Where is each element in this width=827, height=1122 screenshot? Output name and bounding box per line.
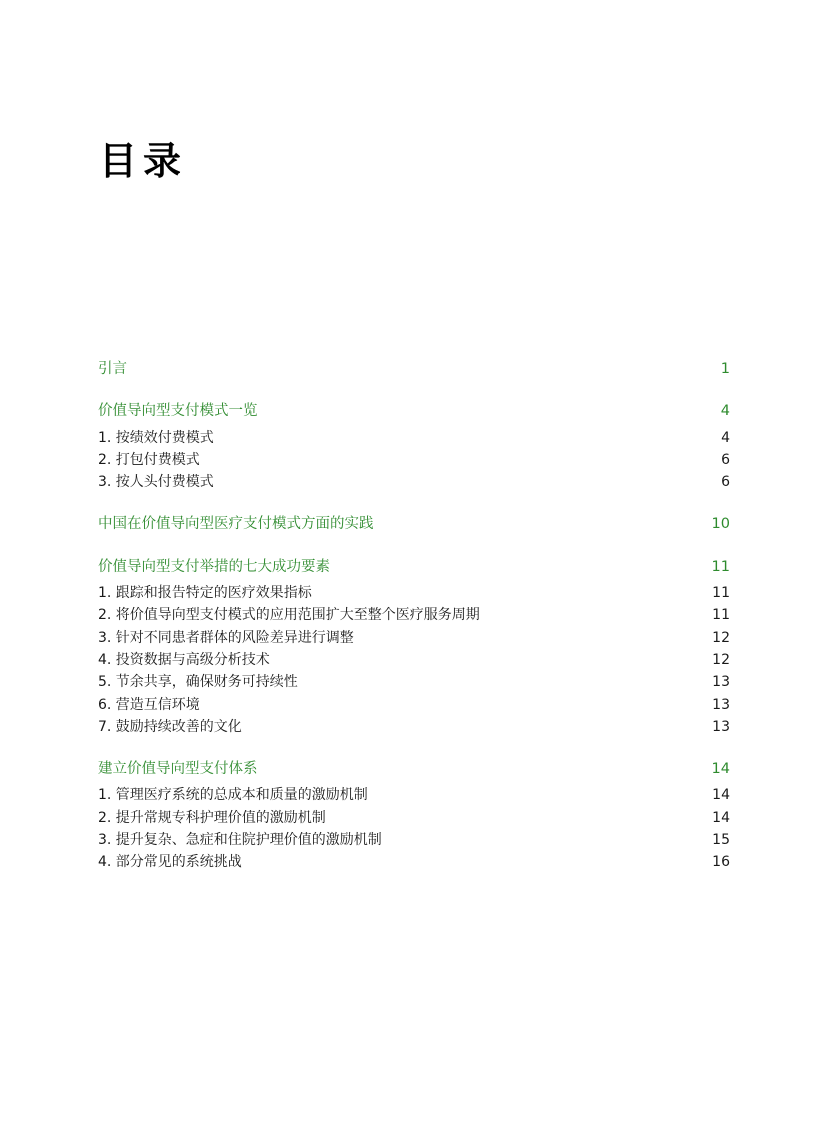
toc-item[interactable] <box>98 829 730 851</box>
toc-item[interactable] <box>98 807 730 829</box>
toc-item-label: 1. 按绩效付费模式 <box>98 429 214 446</box>
toc-heading-label: 价值导向型支付模式一览 <box>98 403 258 420</box>
toc-heading[interactable] <box>98 513 730 535</box>
toc-item[interactable] <box>98 784 730 806</box>
toc-item-label: 1. 管理医疗系统的总成本和质量的激励机制 <box>98 787 368 804</box>
toc-item-page: 12 <box>712 629 730 646</box>
toc-section-china-practice <box>98 513 730 535</box>
toc-item[interactable] <box>98 582 730 604</box>
toc-item-page: 13 <box>712 674 730 691</box>
toc-item-page: 13 <box>712 718 730 735</box>
toc-item[interactable] <box>98 649 730 671</box>
toc-heading-label: 建立价值导向型支付体系 <box>98 761 258 778</box>
toc-item-page: 6 <box>721 474 730 491</box>
toc-item-page: 6 <box>721 451 730 468</box>
toc-item[interactable] <box>98 671 730 693</box>
toc-heading-page: 14 <box>711 761 730 778</box>
toc-item-label: 3. 提升复杂、急症和住院护理价值的激励机制 <box>98 832 382 849</box>
toc-item-page: 13 <box>712 696 730 713</box>
toc-section-building-system <box>98 758 730 873</box>
toc-heading-page: 4 <box>720 403 730 420</box>
toc-section-success-factors <box>98 556 730 738</box>
toc-section-overview <box>98 400 730 493</box>
toc-item[interactable] <box>98 449 730 471</box>
toc-item-label: 2. 提升常规专科护理价值的激励机制 <box>98 809 326 826</box>
toc-heading-label: 中国在价值导向型医疗支付模式方面的实践 <box>98 516 374 533</box>
toc-item-label: 7. 鼓励持续改善的文化 <box>98 718 242 735</box>
table-of-contents <box>98 358 730 894</box>
toc-item[interactable] <box>98 851 730 873</box>
toc-item[interactable] <box>98 471 730 493</box>
toc-item[interactable] <box>98 427 730 449</box>
toc-item-label: 4. 投资数据与高级分析技术 <box>98 651 270 668</box>
toc-heading-page: 1 <box>720 361 730 377</box>
toc-heading-page: 11 <box>711 558 730 575</box>
toc-item-label: 6. 营造互信环境 <box>98 696 200 713</box>
toc-item-page: 12 <box>712 651 730 668</box>
toc-heading[interactable] <box>98 358 730 380</box>
toc-item-page: 4 <box>721 429 730 446</box>
toc-heading[interactable] <box>98 400 730 422</box>
toc-item-label: 3. 针对不同患者群体的风险差异进行调整 <box>98 629 354 646</box>
toc-section-introduction <box>98 358 730 380</box>
toc-item-page: 15 <box>712 832 730 849</box>
toc-item[interactable] <box>98 716 730 738</box>
toc-item-label: 3. 按人头付费模式 <box>98 474 214 491</box>
toc-item-label: 2. 将价值导向型支付模式的应用范围扩大至整个医疗服务周期 <box>98 607 480 624</box>
toc-item-page: 14 <box>712 809 730 826</box>
toc-item-page: 14 <box>712 787 730 804</box>
toc-item-page: 11 <box>712 607 730 624</box>
toc-item-label: 4. 部分常见的系统挑战 <box>98 854 242 871</box>
toc-heading-label: 引言 <box>98 361 127 377</box>
toc-item-label: 5. 节余共享，确保财务可持续性 <box>98 674 298 691</box>
toc-heading[interactable] <box>98 758 730 780</box>
toc-item[interactable] <box>98 604 730 626</box>
toc-heading-page: 10 <box>711 516 730 533</box>
toc-heading-label: 价值导向型支付举措的七大成功要素 <box>98 558 330 575</box>
page-title: 目录 <box>99 138 188 183</box>
toc-item-page: 11 <box>712 585 730 602</box>
toc-item-label: 2. 打包付费模式 <box>98 451 200 468</box>
toc-item-page: 16 <box>712 854 730 871</box>
toc-item[interactable] <box>98 627 730 649</box>
toc-item-label: 1. 跟踪和报告特定的医疗效果指标 <box>98 585 312 602</box>
toc-item[interactable] <box>98 694 730 716</box>
toc-heading[interactable] <box>98 556 730 578</box>
